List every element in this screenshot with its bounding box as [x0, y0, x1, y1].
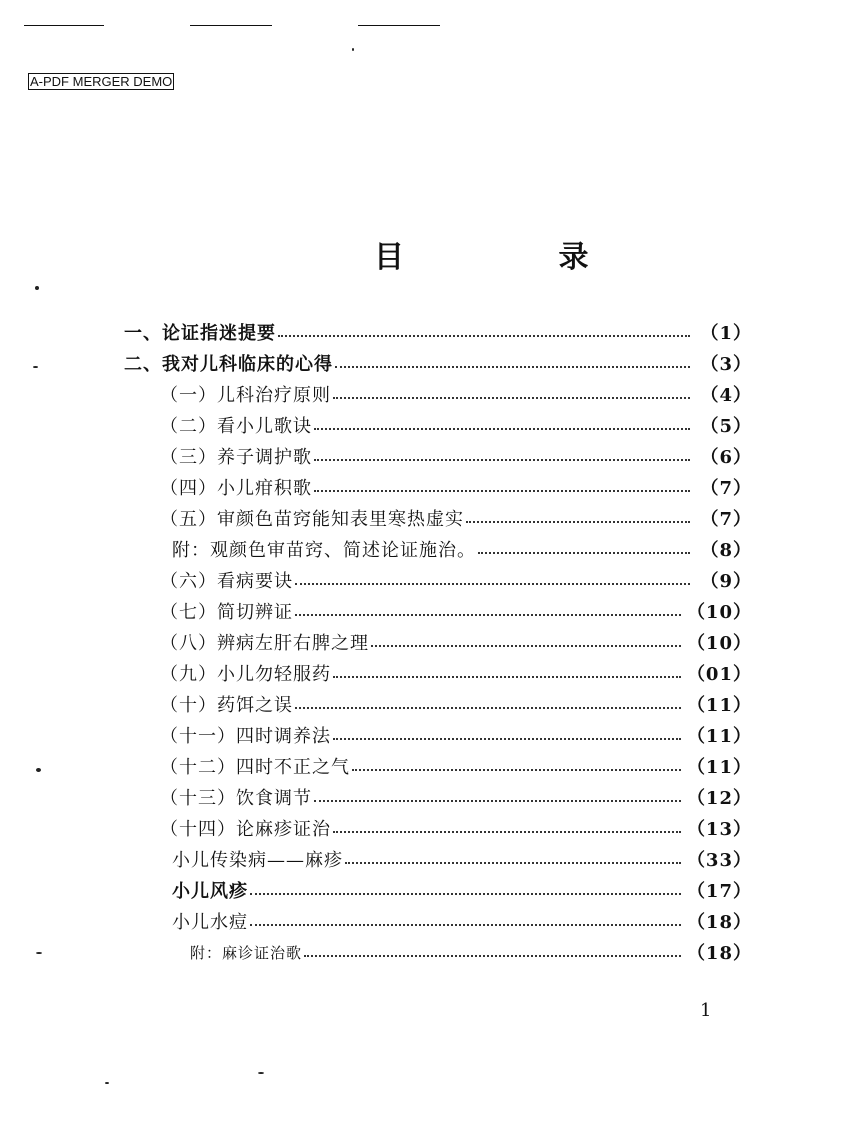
toc-entry-label: 小儿风疹 — [172, 881, 248, 902]
toc-entry-page: （4） — [700, 385, 752, 406]
top-rule-2 — [190, 25, 272, 26]
scan-speck — [36, 768, 41, 772]
toc-entry — [160, 504, 752, 532]
toc-entry-page: （7） — [700, 509, 752, 530]
toc-entry — [172, 845, 752, 873]
toc-entry-page: （17） — [686, 881, 752, 902]
toc-entry-page: （8） — [700, 540, 752, 561]
toc-entry-page: （1） — [700, 323, 752, 344]
toc-entry-label: （十三）饮食调节 — [160, 788, 312, 809]
toc-entry-label: （十二）四时不正之气 — [160, 757, 350, 778]
toc-entry — [160, 380, 752, 408]
toc-entry-page: （6） — [700, 447, 752, 468]
toc-entry-page: （5） — [700, 416, 752, 437]
dot-leader — [333, 379, 690, 399]
toc-entry — [160, 814, 752, 842]
toc-entry — [172, 907, 752, 935]
toc-entry-label: 附：麻诊证治歌 — [190, 943, 303, 962]
dot-leader — [466, 503, 690, 523]
toc-entry-label: （一）儿科治疗原则 — [160, 385, 331, 406]
dot-leader — [295, 596, 681, 616]
scan-speck — [36, 952, 42, 954]
toc-entry — [160, 442, 752, 470]
toc-entry — [172, 876, 752, 904]
toc-entry — [160, 783, 752, 811]
toc-entry — [160, 752, 752, 780]
toc-entry-label: 附：观颜色审苗窍、简述论证施治。 — [172, 540, 476, 561]
toc-entry-label: （四）小儿疳积歌 — [160, 478, 312, 499]
toc-entry — [124, 349, 752, 377]
toc-entry — [172, 535, 752, 563]
dot-leader — [304, 937, 681, 957]
top-rule-3 — [358, 25, 440, 26]
toc-entry-label: （三）养子调护歌 — [160, 447, 312, 468]
toc-entry-page: （7） — [700, 478, 752, 499]
toc-entry-page: （01） — [686, 664, 752, 685]
scan-speck — [35, 286, 39, 290]
page-title: 目 录 — [374, 240, 661, 275]
dot-leader — [314, 410, 690, 430]
dot-leader — [335, 348, 690, 368]
dot-leader — [371, 627, 681, 647]
dot-leader — [478, 534, 690, 554]
toc-entry-label: （五）审颜色苗窍能知表里寒热虚实 — [160, 509, 464, 530]
toc-entry — [190, 938, 752, 966]
toc-entry-label: （六）看病要诀 — [160, 571, 293, 592]
dot-leader — [314, 472, 690, 492]
dot-leader — [278, 317, 690, 337]
toc-entry — [160, 690, 752, 718]
dot-leader — [250, 875, 681, 895]
toc-entry-page: （13） — [686, 819, 752, 840]
scan-speck — [352, 48, 354, 51]
toc-entry-page: （33） — [686, 850, 752, 871]
dot-leader — [345, 844, 681, 864]
toc-entry-page: （10） — [686, 633, 752, 654]
toc-entry — [160, 566, 752, 594]
toc-entry-page: （9） — [700, 571, 752, 592]
toc-entry-label: （七）简切辨证 — [160, 602, 293, 623]
toc-entry-label: （二）看小儿歌诀 — [160, 416, 312, 437]
toc-entry-page: （10） — [686, 602, 752, 623]
dot-leader — [333, 813, 681, 833]
dot-leader — [314, 441, 690, 461]
toc-entry-label: （九）小儿勿轻服药 — [160, 664, 331, 685]
dot-leader — [295, 565, 690, 585]
toc-entry-page: （18） — [686, 912, 752, 933]
dot-leader — [333, 658, 681, 678]
page-number: 1 — [700, 1000, 712, 1021]
watermark-label: A-PDF MERGER DEMO — [30, 74, 173, 89]
toc-entry-label: （十）药饵之误 — [160, 695, 293, 716]
toc-entry-page: （3） — [700, 354, 752, 375]
dot-leader — [314, 782, 681, 802]
toc-entry-page: （18） — [686, 943, 752, 964]
scan-speck — [105, 1082, 109, 1084]
toc-entry-page: （11） — [686, 757, 752, 778]
toc-entry — [160, 628, 752, 656]
toc-entry-page: （11） — [686, 726, 752, 747]
scan-speck — [258, 1072, 264, 1074]
toc-entry-label: （八）辨病左肝右脾之理 — [160, 633, 369, 654]
toc-entry-label: （十四）论麻疹证治 — [160, 819, 331, 840]
toc-entry-label: 二、我对儿科临床的心得 — [124, 354, 333, 375]
toc-entry-page: （12） — [686, 788, 752, 809]
toc-entry-page: （11） — [686, 695, 752, 716]
toc-entry-label: 一、论证指迷提要 — [124, 323, 276, 344]
top-rule-1 — [24, 25, 104, 26]
toc-entry — [160, 721, 752, 749]
toc-entry-label: 小儿传染病——麻疹 — [172, 850, 343, 871]
toc-entry — [160, 473, 752, 501]
dot-leader — [250, 906, 681, 926]
dot-leader — [333, 720, 681, 740]
toc-entry-label: （十一）四时调养法 — [160, 726, 331, 747]
dot-leader — [352, 751, 681, 771]
toc-entry — [160, 597, 752, 625]
toc-entry — [160, 411, 752, 439]
toc-entry — [124, 318, 752, 346]
toc-entry-label: 小儿水痘 — [172, 912, 248, 933]
dot-leader — [295, 689, 681, 709]
toc-entry — [160, 659, 752, 687]
scan-speck — [33, 366, 38, 368]
